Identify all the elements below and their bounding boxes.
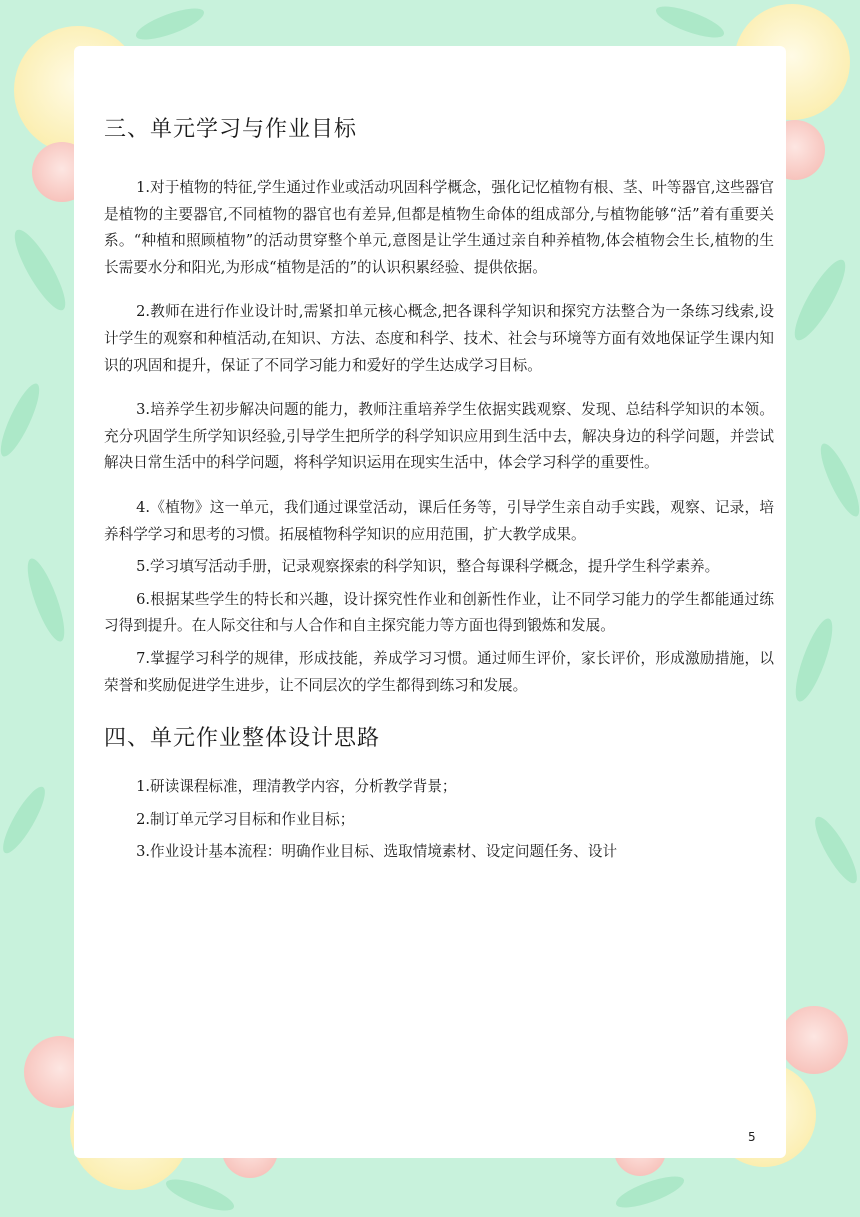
goal-paragraph-6: 6.根据某些学生的特长和兴趣，设计探究性作业和创新性作业，让不同学习能力的学生都能通过练习得到提升。在人际交往和与人合作和自主探究能力等方面也得到锻炼和发展。 xyxy=(104,590,774,635)
page-number: 5 xyxy=(748,1130,756,1144)
goal-paragraph-5: 5.学习填写活动手册，记录观察探索的科学知识，整合每课科学概念，提升学生科学素养。 xyxy=(136,558,720,576)
goal-paragraph-7: 7.掌握学习科学的规律，形成技能，养成学习习惯。通过师生评价，家长评价，形成激励措施，以荣誉和奖励促进学生进步，让不同层次的学生都得到练习和发展。 xyxy=(104,649,774,694)
design-item-1: 1.研读课程标准，理清教学内容，分析教学背景； xyxy=(136,778,457,796)
section-heading-3: 三、单元学习与作业目标 xyxy=(104,117,358,142)
document-body xyxy=(104,98,774,866)
goal-paragraph-1: 1.对于植物的特征,学生通过作业或活动巩固科学概念，强化记忆植物有根、茎、叶等器官,这些器官是植物的主要器官,不同植物的器官也有差异,但都是植物生命体的组成部分,与植物能够“活”着有重要关系。“种植和照顾植物”的活动贯穿整个单元,意图是让学生通过亲自种养植物,体会植物会生长,植物的生长需要水分和阳光,为形成“植物是活的”的认识积累经验、提供依据。 xyxy=(104,179,774,276)
design-item-2: 2.制订单元学习目标和作业目标； xyxy=(136,810,355,828)
section-heading-4: 四、单元作业整体设计思路 xyxy=(104,726,381,752)
goal-paragraph-4: 4.《植物》这一单元，我们通过课堂活动，课后任务等，引导学生亲自动手实践，观察、记录，培养科学学习和思考的习惯。拓展植物科学知识的应用范围，扩大教学成果。 xyxy=(104,498,774,543)
design-item-3: 3.作业设计基本流程：明确作业目标、选取情境素材、设定问题任务、设计 xyxy=(136,843,618,861)
goal-paragraph-2: 2.教师在进行作业设计时,需紧扣单元核心概念,把各课科学知识和探究方法整合为一条练习线索,设计学生的观察和种植活动,在知识、方法、态度和科学、技术、社会与环境等方面有效地保证学生课内知识的巩固和提升，保证了不同学习能力和爱好的学生达成学习目标。 xyxy=(104,303,774,374)
goal-paragraph-3: 3.培养学生初步解决问题的能力，教师注重培养学生依据实践观察、发现、总结科学知识的本领。充分巩固学生所学知识经验,引导学生把所学的科学知识应用到生活中去，解决身边的科学问题，并尝试解决日常生活中的科学问题，将科学知识运用在现实生活中，体会学习科学的重要性。 xyxy=(104,401,774,472)
